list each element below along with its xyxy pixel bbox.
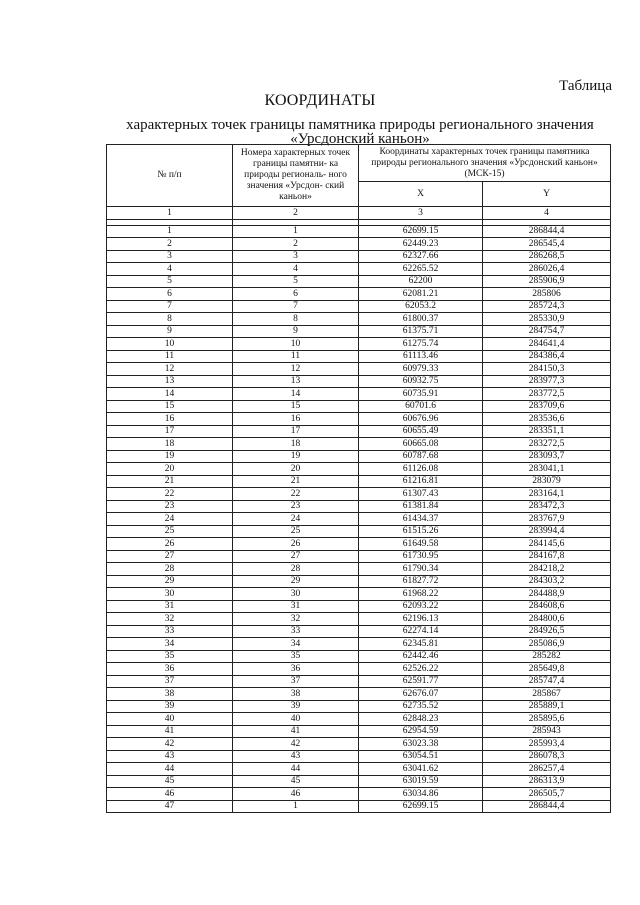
coord-y: 285867 — [483, 688, 611, 701]
coord-y: 283772,5 — [483, 388, 611, 401]
point-number: 24 — [233, 513, 359, 526]
row-number: 14 — [107, 388, 233, 401]
coord-x: 61827.72 — [359, 575, 483, 588]
row-number: 31 — [107, 600, 233, 613]
coord-y: 284386,4 — [483, 350, 611, 363]
header-y: Y — [483, 182, 611, 207]
table-row — [107, 438, 611, 451]
index-cell: 2 — [233, 207, 359, 220]
coord-y: 283472,3 — [483, 500, 611, 513]
coord-y: 283767,9 — [483, 513, 611, 526]
coord-y: 286505,7 — [483, 788, 611, 801]
coord-y: 283977,3 — [483, 375, 611, 388]
row-number: 9 — [107, 325, 233, 338]
coord-x: 62053.2 — [359, 300, 483, 313]
table-row — [107, 463, 611, 476]
point-number: 16 — [233, 413, 359, 426]
row-number: 41 — [107, 725, 233, 738]
coord-x: 60676.96 — [359, 413, 483, 426]
coord-x: 61800.37 — [359, 313, 483, 326]
coord-y: 285889,1 — [483, 700, 611, 713]
row-number: 11 — [107, 350, 233, 363]
table-row — [107, 225, 611, 238]
point-number: 39 — [233, 700, 359, 713]
table-row — [107, 313, 611, 326]
coord-y: 285993,4 — [483, 738, 611, 751]
coord-y: 286844,4 — [483, 800, 611, 813]
table-row — [107, 588, 611, 601]
table-row — [107, 713, 611, 726]
table-row — [107, 413, 611, 426]
header-number: № п/п — [107, 145, 233, 207]
table-row — [107, 375, 611, 388]
coord-y: 283041,1 — [483, 463, 611, 476]
index-row — [107, 207, 611, 220]
table-row — [107, 775, 611, 788]
row-number: 35 — [107, 650, 233, 663]
point-number: 22 — [233, 488, 359, 501]
row-number: 28 — [107, 563, 233, 576]
coord-y: 283351,1 — [483, 425, 611, 438]
point-number: 36 — [233, 663, 359, 676]
coord-x: 60701.6 — [359, 400, 483, 413]
coord-y: 286313,9 — [483, 775, 611, 788]
point-number: 12 — [233, 363, 359, 376]
table-row — [107, 650, 611, 663]
coord-y: 284800,6 — [483, 613, 611, 626]
row-number: 21 — [107, 475, 233, 488]
table-row — [107, 300, 611, 313]
row-number: 19 — [107, 450, 233, 463]
coord-x: 63019.59 — [359, 775, 483, 788]
coord-x: 61126.08 — [359, 463, 483, 476]
coord-x: 61113.46 — [359, 350, 483, 363]
coord-y: 283093,7 — [483, 450, 611, 463]
point-number: 15 — [233, 400, 359, 413]
row-number: 13 — [107, 375, 233, 388]
point-number: 8 — [233, 313, 359, 326]
coord-y: 283536,6 — [483, 413, 611, 426]
coord-y: 286257,4 — [483, 763, 611, 776]
point-number: 5 — [233, 275, 359, 288]
coord-x: 62265.52 — [359, 263, 483, 276]
row-number: 46 — [107, 788, 233, 801]
point-number: 7 — [233, 300, 359, 313]
coord-y: 284608,6 — [483, 600, 611, 613]
coord-y: 285943 — [483, 725, 611, 738]
table-row — [107, 538, 611, 551]
table-row — [107, 738, 611, 751]
coord-x: 61216.81 — [359, 475, 483, 488]
point-number: 30 — [233, 588, 359, 601]
table-row — [107, 250, 611, 263]
point-number: 1 — [233, 800, 359, 813]
coord-y: 284641,4 — [483, 338, 611, 351]
coord-y: 285747,4 — [483, 675, 611, 688]
coord-y: 286026,4 — [483, 263, 611, 276]
index-cell: 1 — [107, 207, 233, 220]
coord-y: 285724,3 — [483, 300, 611, 313]
coord-x: 62699.15 — [359, 225, 483, 238]
point-number: 10 — [233, 338, 359, 351]
coord-y: 283994,4 — [483, 525, 611, 538]
row-number: 5 — [107, 275, 233, 288]
coord-y: 283164,1 — [483, 488, 611, 501]
coord-x: 61375.71 — [359, 325, 483, 338]
row-number: 4 — [107, 263, 233, 276]
coord-x: 63041.62 — [359, 763, 483, 776]
point-number: 2 — [233, 238, 359, 251]
point-number: 20 — [233, 463, 359, 476]
coord-y: 285906,9 — [483, 275, 611, 288]
point-number: 34 — [233, 638, 359, 651]
table-label: Таблица — [559, 78, 612, 94]
row-number: 38 — [107, 688, 233, 701]
document-title: КООРДИНАТЫ — [264, 92, 376, 109]
row-number: 3 — [107, 250, 233, 263]
table-row — [107, 350, 611, 363]
table-row — [107, 550, 611, 563]
document-subtitle — [0, 118, 640, 146]
coordinates-table — [106, 144, 611, 813]
table-row — [107, 763, 611, 776]
coord-y: 285086,9 — [483, 638, 611, 651]
coord-x: 62449.23 — [359, 238, 483, 251]
coord-y: 284218,2 — [483, 563, 611, 576]
row-number: 40 — [107, 713, 233, 726]
point-number: 33 — [233, 625, 359, 638]
coord-x: 63054.51 — [359, 750, 483, 763]
table-row — [107, 800, 611, 813]
table-row — [107, 788, 611, 801]
row-number: 37 — [107, 675, 233, 688]
coord-x: 62327.66 — [359, 250, 483, 263]
point-number: 26 — [233, 538, 359, 551]
table-row — [107, 488, 611, 501]
coord-x: 60655.49 — [359, 425, 483, 438]
coord-y: 286078,3 — [483, 750, 611, 763]
coord-x: 61790.34 — [359, 563, 483, 576]
coord-x: 62345.81 — [359, 638, 483, 651]
point-number: 29 — [233, 575, 359, 588]
point-number: 6 — [233, 288, 359, 301]
coord-x: 62274.14 — [359, 625, 483, 638]
row-number: 7 — [107, 300, 233, 313]
point-number: 19 — [233, 450, 359, 463]
row-number: 18 — [107, 438, 233, 451]
point-number: 40 — [233, 713, 359, 726]
row-number: 34 — [107, 638, 233, 651]
coord-x: 62676.07 — [359, 688, 483, 701]
coord-x: 61381.84 — [359, 500, 483, 513]
row-number: 47 — [107, 800, 233, 813]
point-number: 46 — [233, 788, 359, 801]
table-row — [107, 275, 611, 288]
point-number: 13 — [233, 375, 359, 388]
coord-x: 60787.68 — [359, 450, 483, 463]
table-row — [107, 288, 611, 301]
row-number: 2 — [107, 238, 233, 251]
table-row — [107, 688, 611, 701]
coord-x: 60665.08 — [359, 438, 483, 451]
table-row — [107, 625, 611, 638]
row-number: 43 — [107, 750, 233, 763]
coord-x: 62591.77 — [359, 675, 483, 688]
table-row — [107, 325, 611, 338]
coord-y: 286545,4 — [483, 238, 611, 251]
row-number: 6 — [107, 288, 233, 301]
coord-x: 60932.75 — [359, 375, 483, 388]
coord-y: 284488,9 — [483, 588, 611, 601]
coord-y: 285895,6 — [483, 713, 611, 726]
coord-y: 285282 — [483, 650, 611, 663]
coord-y: 285649,8 — [483, 663, 611, 676]
row-number: 30 — [107, 588, 233, 601]
row-number: 24 — [107, 513, 233, 526]
row-number: 22 — [107, 488, 233, 501]
coord-y: 284754,7 — [483, 325, 611, 338]
point-number: 1 — [233, 225, 359, 238]
table-row — [107, 600, 611, 613]
coord-y: 284303,2 — [483, 575, 611, 588]
coord-y: 286268,5 — [483, 250, 611, 263]
index-cell: 4 — [483, 207, 611, 220]
coord-x: 62442.46 — [359, 650, 483, 663]
row-number: 29 — [107, 575, 233, 588]
coord-x: 62526.22 — [359, 663, 483, 676]
point-number: 44 — [233, 763, 359, 776]
point-number: 11 — [233, 350, 359, 363]
coord-x: 61434.37 — [359, 513, 483, 526]
table-row — [107, 475, 611, 488]
row-number: 39 — [107, 700, 233, 713]
point-number: 37 — [233, 675, 359, 688]
header-coordinates: Координаты характерных точек границы памятника природы регионального значения «Урсдонский каньон» (МСК-15) — [359, 145, 611, 182]
coord-x: 63023.38 — [359, 738, 483, 751]
table-row — [107, 700, 611, 713]
table-row — [107, 513, 611, 526]
row-number: 1 — [107, 225, 233, 238]
point-number: 4 — [233, 263, 359, 276]
row-number: 12 — [107, 363, 233, 376]
coord-y: 285806 — [483, 288, 611, 301]
table-row — [107, 675, 611, 688]
coord-x: 61968.22 — [359, 588, 483, 601]
row-number: 23 — [107, 500, 233, 513]
coord-x: 61649.58 — [359, 538, 483, 551]
coord-x: 62735.52 — [359, 700, 483, 713]
coord-y: 283079 — [483, 475, 611, 488]
coord-y: 284926,5 — [483, 625, 611, 638]
point-number: 32 — [233, 613, 359, 626]
coord-x: 62954.59 — [359, 725, 483, 738]
row-number: 36 — [107, 663, 233, 676]
point-number: 14 — [233, 388, 359, 401]
point-number: 42 — [233, 738, 359, 751]
coord-x: 60979.33 — [359, 363, 483, 376]
row-number: 20 — [107, 463, 233, 476]
row-number: 15 — [107, 400, 233, 413]
coord-x: 63034.86 — [359, 788, 483, 801]
table-row — [107, 263, 611, 276]
table-row — [107, 725, 611, 738]
table-row — [107, 450, 611, 463]
row-number: 26 — [107, 538, 233, 551]
row-number: 8 — [107, 313, 233, 326]
table-row — [107, 425, 611, 438]
coord-x: 61307.43 — [359, 488, 483, 501]
row-number: 25 — [107, 525, 233, 538]
table-row — [107, 613, 611, 626]
coord-x: 62848.23 — [359, 713, 483, 726]
row-number: 27 — [107, 550, 233, 563]
row-number: 42 — [107, 738, 233, 751]
coord-y: 284150,3 — [483, 363, 611, 376]
coord-y: 283272,5 — [483, 438, 611, 451]
index-cell: 3 — [359, 207, 483, 220]
table-row — [107, 338, 611, 351]
coord-x: 60735.91 — [359, 388, 483, 401]
coord-y: 285330,9 — [483, 313, 611, 326]
row-number: 44 — [107, 763, 233, 776]
point-number: 45 — [233, 775, 359, 788]
table-row — [107, 500, 611, 513]
point-number: 35 — [233, 650, 359, 663]
coord-x: 62699.15 — [359, 800, 483, 813]
point-number: 27 — [233, 550, 359, 563]
table-row — [107, 663, 611, 676]
header-x: X — [359, 182, 483, 207]
header-point-number: Номера характерных точек границы памятни- ка природы региональ- ного значения «Урсдон- ский каньон» — [233, 145, 359, 207]
table-row — [107, 638, 611, 651]
point-number: 21 — [233, 475, 359, 488]
coord-x: 62081.21 — [359, 288, 483, 301]
row-number: 16 — [107, 413, 233, 426]
coord-y: 283709,6 — [483, 400, 611, 413]
point-number: 41 — [233, 725, 359, 738]
row-number: 45 — [107, 775, 233, 788]
row-number: 10 — [107, 338, 233, 351]
coord-x: 61730.95 — [359, 550, 483, 563]
subtitle-line-1: характерных точек границы памятника природы регионального значения — [126, 117, 594, 133]
table-row — [107, 563, 611, 576]
point-number: 9 — [233, 325, 359, 338]
point-number: 25 — [233, 525, 359, 538]
point-number: 43 — [233, 750, 359, 763]
table-row — [107, 388, 611, 401]
point-number: 17 — [233, 425, 359, 438]
row-number: 32 — [107, 613, 233, 626]
subtitle-line-2: «Урсдонский каньон» — [290, 131, 430, 147]
point-number: 38 — [233, 688, 359, 701]
table-row — [107, 750, 611, 763]
table-row — [107, 575, 611, 588]
coord-x: 62200 — [359, 275, 483, 288]
point-number: 3 — [233, 250, 359, 263]
table-row — [107, 238, 611, 251]
row-number: 17 — [107, 425, 233, 438]
coord-y: 284145,6 — [483, 538, 611, 551]
table-row — [107, 400, 611, 413]
coord-x: 61515.26 — [359, 525, 483, 538]
coord-y: 286844,4 — [483, 225, 611, 238]
point-number: 18 — [233, 438, 359, 451]
coord-x: 62196.13 — [359, 613, 483, 626]
coord-y: 284167,8 — [483, 550, 611, 563]
point-number: 28 — [233, 563, 359, 576]
table-row — [107, 525, 611, 538]
row-number: 33 — [107, 625, 233, 638]
point-number: 31 — [233, 600, 359, 613]
coord-x: 62093.22 — [359, 600, 483, 613]
coord-x: 61275.74 — [359, 338, 483, 351]
point-number: 23 — [233, 500, 359, 513]
table-row — [107, 363, 611, 376]
